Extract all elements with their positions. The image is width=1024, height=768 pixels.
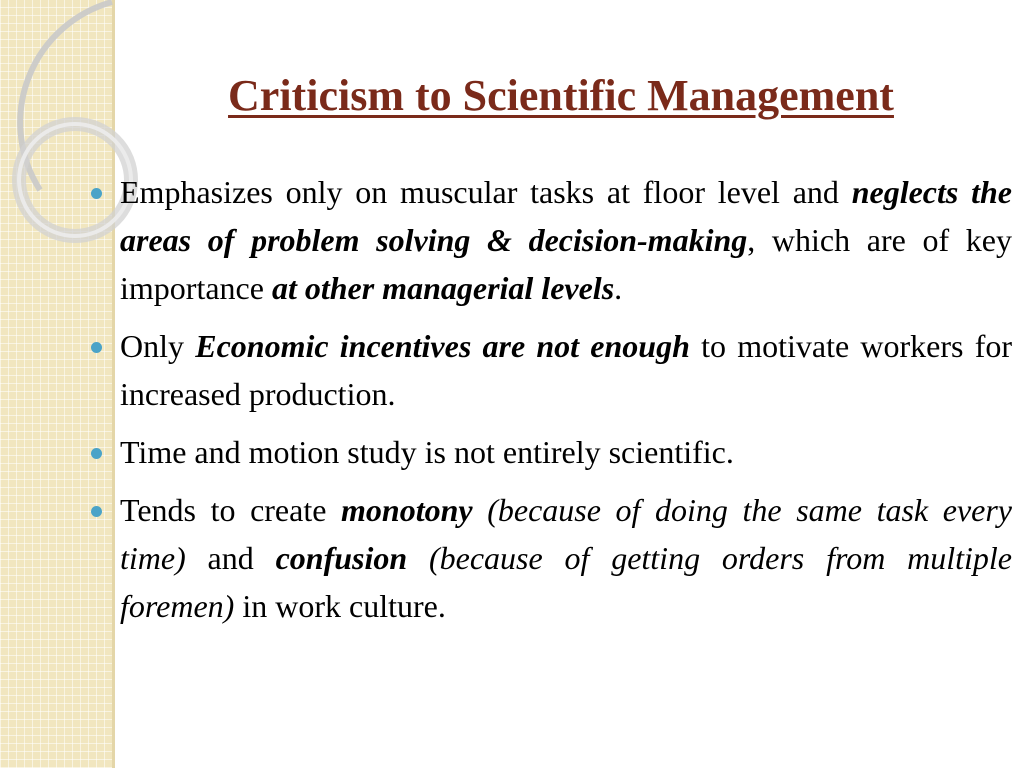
bullet-text-italic: (because of doing the same task every time) — [120, 492, 1013, 576]
bullet-text-emphasis: neglects the areas of problem solving & decision-making — [120, 174, 1013, 258]
bullet-dot-icon — [91, 342, 102, 353]
bullet-dot-icon — [91, 188, 102, 199]
bullet-text-italic: (because of getting orders from multiple foremen) — [120, 540, 1013, 624]
bullet-dot-icon — [91, 448, 102, 459]
slide-title: Criticism to Scientific Management — [228, 71, 894, 120]
bullet-text-normal: to motivate workers for increased production. — [120, 328, 1013, 412]
bullet-text-emphasis: confusion — [275, 540, 408, 576]
deco-ring-large — [20, 2, 112, 190]
bullet-item — [88, 486, 1012, 630]
bullet-text-normal: in work culture. — [234, 588, 446, 624]
bullet-text-normal: Only — [120, 328, 196, 364]
bullet-list — [88, 168, 1012, 640]
bullet-text-normal: , which are of key importance — [120, 222, 1013, 306]
bullet-item — [88, 322, 1012, 418]
bullet-text-emphasis: at other managerial levels — [271, 270, 615, 306]
bullet-text-normal: Tends to create — [120, 492, 342, 528]
title-area — [118, 66, 1004, 126]
bullet-text-normal: . — [614, 270, 623, 306]
bullet-item — [88, 428, 1012, 476]
bullet-text-emphasis: Economic incentives are not enough — [195, 328, 690, 364]
bullet-item — [88, 168, 1012, 312]
bullet-text-normal: Emphasizes only on muscular tasks at floor level and — [120, 174, 852, 210]
bullet-text-normal: Time and motion study is not entirely scientific. — [120, 434, 734, 470]
bullet-text-emphasis: monotony — [341, 492, 473, 528]
bullet-dot-icon — [91, 506, 102, 517]
bullet-text-normal: and — [185, 540, 276, 576]
